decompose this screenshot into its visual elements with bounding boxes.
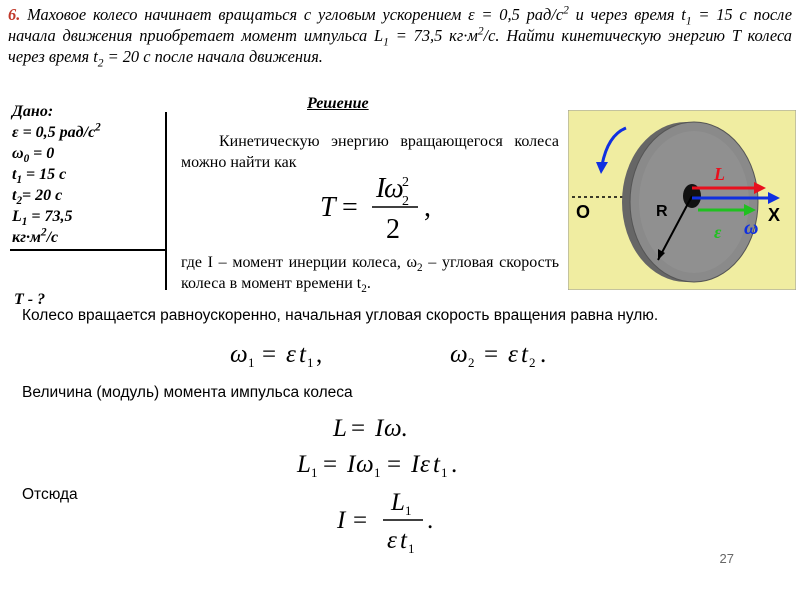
text: = 20 с <box>22 187 63 204</box>
svg-text:2: 2 <box>529 355 536 370</box>
svg-text:T: T <box>320 192 336 223</box>
given-divider-horizontal <box>10 249 167 251</box>
sub: 0 <box>23 153 30 166</box>
given-t2 <box>12 185 101 206</box>
svg-text:,: , <box>424 192 431 223</box>
svg-text:=: = <box>484 341 499 368</box>
text: ω <box>12 145 24 162</box>
svg-text:.: . <box>540 341 547 368</box>
text: /с. Найти кинетическую энергию T колеса через время t <box>8 26 792 66</box>
svg-text:I: I <box>411 451 420 478</box>
text: ε = 0,5 рад/с <box>12 124 96 141</box>
svg-text:L: L <box>333 415 347 442</box>
text: /с <box>46 229 59 246</box>
solution-intro: Кинетическую энергию вращающегося колеса можно найти как <box>181 133 559 171</box>
svg-text:L: L <box>297 451 311 478</box>
label-omega: ω <box>744 217 759 239</box>
svg-text:ω: ω <box>450 341 468 368</box>
svg-text:1: 1 <box>307 355 314 370</box>
text: . <box>366 275 371 292</box>
svg-text:ε: ε <box>420 451 430 478</box>
text: и через время t <box>568 5 686 24</box>
given-t1 <box>12 164 101 185</box>
given-L1-unit <box>12 227 101 248</box>
svg-text:I: I <box>337 507 346 534</box>
text: кг·м <box>12 229 41 246</box>
svg-text:ε: ε <box>387 527 397 554</box>
sup: 2 <box>563 4 569 17</box>
find-label: T - ? <box>14 291 46 308</box>
label-O: O <box>576 202 591 222</box>
svg-text:=: = <box>262 341 277 368</box>
sub: 2 <box>16 195 23 208</box>
sup: 2 <box>95 121 101 134</box>
sup: 2 <box>40 226 47 239</box>
given-L1 <box>12 206 101 227</box>
sup: 2 <box>477 25 484 38</box>
solution-where <box>181 252 559 294</box>
label-X: X <box>768 205 781 225</box>
svg-text:1: 1 <box>374 465 381 480</box>
text: t <box>12 166 17 183</box>
solution-line-momentum: Величина (модуль) момента импульса колеса <box>22 384 353 401</box>
formula-omegas <box>228 336 568 372</box>
text: = 73,5 кг·м <box>388 26 478 45</box>
svg-text:.: . <box>427 507 434 534</box>
given-eps <box>12 122 101 143</box>
formula-moment-of-inertia <box>335 484 445 560</box>
svg-text:=: = <box>351 415 366 442</box>
text: L <box>12 208 22 225</box>
given-divider-vertical <box>165 112 167 290</box>
label-L: L <box>714 164 725 184</box>
text: Маховое колесо начинает вращаться с угловым ускорением ε = 0,5 рад/с <box>20 5 564 24</box>
sub: 1 <box>21 216 28 229</box>
svg-text:1: 1 <box>405 503 412 518</box>
label-eps: ε <box>714 222 722 242</box>
sub: 1 <box>383 36 389 49</box>
svg-text:L: L <box>391 489 405 516</box>
svg-text:=: = <box>323 451 338 478</box>
text: = 20 с после начала движения. <box>103 47 323 66</box>
svg-text:ω: ω <box>384 415 402 442</box>
svg-text:ω: ω <box>230 341 248 368</box>
problem-number: 6. <box>8 5 21 24</box>
flywheel-figure <box>568 110 796 290</box>
svg-text:2: 2 <box>468 355 475 370</box>
svg-text:t: t <box>521 341 528 368</box>
svg-text:1: 1 <box>441 465 448 480</box>
given-block <box>12 101 101 248</box>
svg-text:=: = <box>387 451 402 478</box>
label-R: R <box>656 203 668 220</box>
given-omega0 <box>12 143 101 164</box>
svg-text:ω: ω <box>384 173 404 204</box>
svg-text:t: t <box>433 451 440 478</box>
problem-statement <box>8 4 792 70</box>
sub: 2 <box>97 57 104 70</box>
svg-text:1: 1 <box>408 541 415 556</box>
svg-text:1: 1 <box>248 355 255 370</box>
text: где I – момент инерции колеса, ω <box>181 254 418 271</box>
svg-text:=: = <box>342 192 358 223</box>
sub: 1 <box>685 15 692 28</box>
svg-text:.: . <box>401 415 408 442</box>
sub: 1 <box>16 174 23 187</box>
svg-text:t: t <box>299 341 306 368</box>
solution-line-hence: Отсюда <box>22 486 78 503</box>
text: = 15 с после начала движения приобретает момент импульса L <box>8 5 792 45</box>
svg-text:=: = <box>353 507 368 534</box>
solution-line-uniform: Колесо вращается равноускоренно, начальная угловая скорость вращения равна нулю. <box>22 307 659 324</box>
formula-kinetic-energy <box>318 172 448 242</box>
svg-text:2: 2 <box>402 175 409 190</box>
text: = 73,5 <box>27 208 73 225</box>
svg-text:,: , <box>316 341 323 368</box>
text: t <box>12 187 17 204</box>
sub: 2 <box>361 283 367 296</box>
svg-text:ε: ε <box>508 341 518 368</box>
solution-heading: Решение <box>307 95 369 112</box>
svg-text:2: 2 <box>386 214 400 242</box>
given-title: Дано: <box>12 103 54 120</box>
svg-text:I: I <box>347 451 356 478</box>
svg-text:I: I <box>375 415 384 442</box>
svg-text:.: . <box>451 451 458 478</box>
text: = 15 с <box>22 166 67 183</box>
formula-angular-momentum <box>295 410 485 480</box>
text: – угловая скорость колеса в момент времени t <box>181 254 560 292</box>
svg-text:ε: ε <box>286 341 296 368</box>
svg-text:2: 2 <box>402 194 409 209</box>
sub: 2 <box>417 262 423 275</box>
page-number: 27 <box>719 551 734 566</box>
svg-text:t: t <box>400 527 407 554</box>
svg-text:ω: ω <box>356 451 374 478</box>
svg-text:1: 1 <box>311 465 318 480</box>
svg-text:I: I <box>376 173 386 204</box>
text: = 0 <box>29 145 55 162</box>
